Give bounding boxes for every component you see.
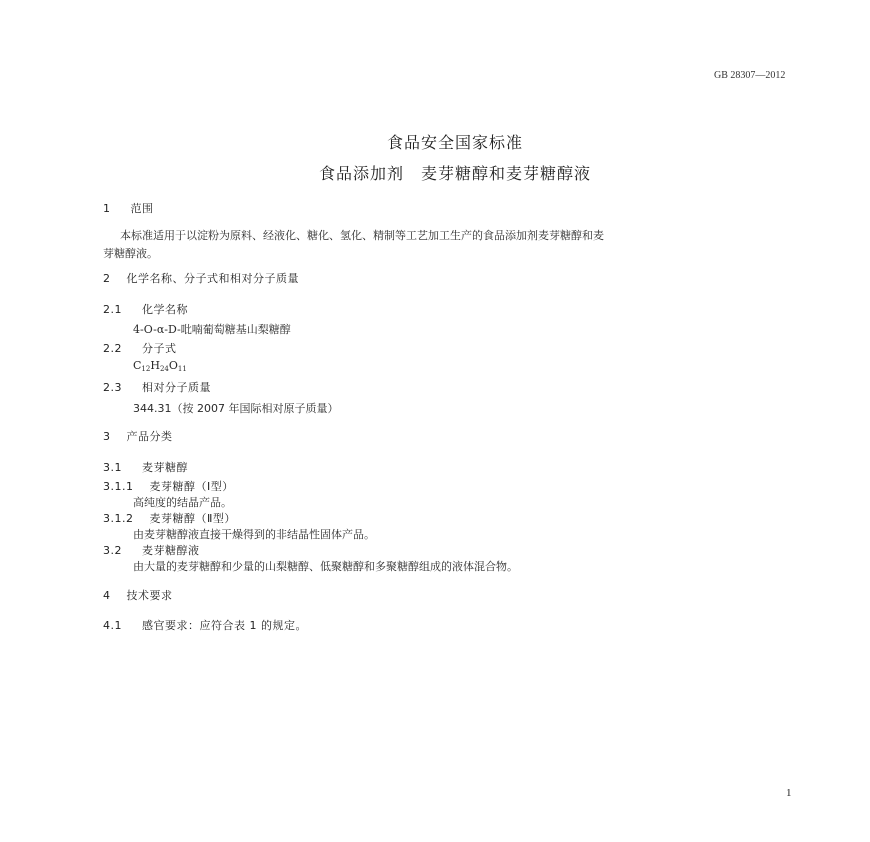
document-title: 食品安全国家标准 bbox=[386, 133, 523, 152]
section-title: 范围 bbox=[130, 202, 154, 215]
section-3-1-1-heading bbox=[103, 478, 234, 494]
section-number: 3.1.1 bbox=[103, 480, 134, 493]
section-number: 2.3 bbox=[103, 381, 122, 394]
section-title: 麦芽糖醇（Ⅰ型） bbox=[149, 480, 234, 493]
section-title: 麦芽糖醇（Ⅱ型） bbox=[149, 512, 236, 525]
section-2-2-heading bbox=[103, 340, 176, 356]
section-1-heading bbox=[103, 200, 153, 216]
section-title: 产品分类 bbox=[126, 430, 173, 443]
section-title: 化学名称 bbox=[141, 303, 188, 316]
standard-code: GB 28307—2012 bbox=[714, 70, 786, 81]
document-subtitle: 食品添加剂 麦芽糖醇和麦芽糖醇液 bbox=[318, 164, 591, 183]
section-2-heading bbox=[103, 270, 299, 286]
molecular-formula: $C_{12}H_{24}O_{11}$ bbox=[133, 359, 187, 373]
section-number: 2.2 bbox=[103, 342, 122, 355]
section-title: 技术要求 bbox=[126, 589, 173, 602]
section-3-1-heading bbox=[103, 459, 188, 475]
section-title: 化学名称、分子式和相对分子质量 bbox=[126, 272, 299, 285]
section-1-body-line1: 本标准适用于以淀粉为原料、经液化、糖化、氢化、精制等工艺加工生产的食品添加剂麦芽糖醇和麦 bbox=[120, 229, 604, 242]
section-number: 3.1.2 bbox=[103, 512, 134, 525]
section-number: 3 bbox=[103, 430, 111, 443]
section-4-1-heading bbox=[103, 617, 307, 633]
section-3-1-2-heading bbox=[103, 510, 236, 526]
section-2-3-heading bbox=[103, 379, 211, 395]
section-number: 3.1 bbox=[103, 461, 122, 474]
section-3-1-2-body: 由麦芽糖醇液直接干燥得到的非结晶性固体产品。 bbox=[133, 528, 375, 541]
section-2-1-heading bbox=[103, 301, 188, 317]
chemical-name: 4-O-α-D-吡喃葡萄糖基山梨糖醇 bbox=[133, 323, 291, 336]
section-number: 4.1 bbox=[103, 619, 122, 632]
section-3-2-heading bbox=[103, 542, 199, 558]
section-title: 分子式 bbox=[141, 342, 177, 355]
section-1-body-line2: 芽糖醇液。 bbox=[103, 247, 158, 260]
section-title: 相对分子质量 bbox=[141, 381, 211, 394]
section-3-2-body: 由大量的麦芽糖醇和少量的山梨糖醇、低聚糖醇和多聚糖醇组成的液体混合物。 bbox=[133, 560, 518, 573]
molecular-mass: 344.31（按 2007 年国际相对原子质量） bbox=[133, 402, 339, 415]
section-4-heading bbox=[103, 587, 173, 603]
section-title: 麦芽糖醇 bbox=[141, 461, 188, 474]
section-number: 1 bbox=[103, 202, 111, 215]
section-number: 2 bbox=[103, 272, 111, 285]
section-number: 4 bbox=[103, 589, 111, 602]
section-title: 感官要求：应符合表 1 的规定。 bbox=[141, 619, 307, 632]
section-3-1-1-body: 高纯度的结晶产品。 bbox=[133, 496, 232, 509]
page-number: 1 bbox=[786, 787, 792, 799]
section-number: 2.1 bbox=[103, 303, 122, 316]
section-title: 麦芽糖醇液 bbox=[141, 544, 200, 557]
section-3-heading bbox=[103, 428, 173, 444]
section-number: 3.2 bbox=[103, 544, 122, 557]
